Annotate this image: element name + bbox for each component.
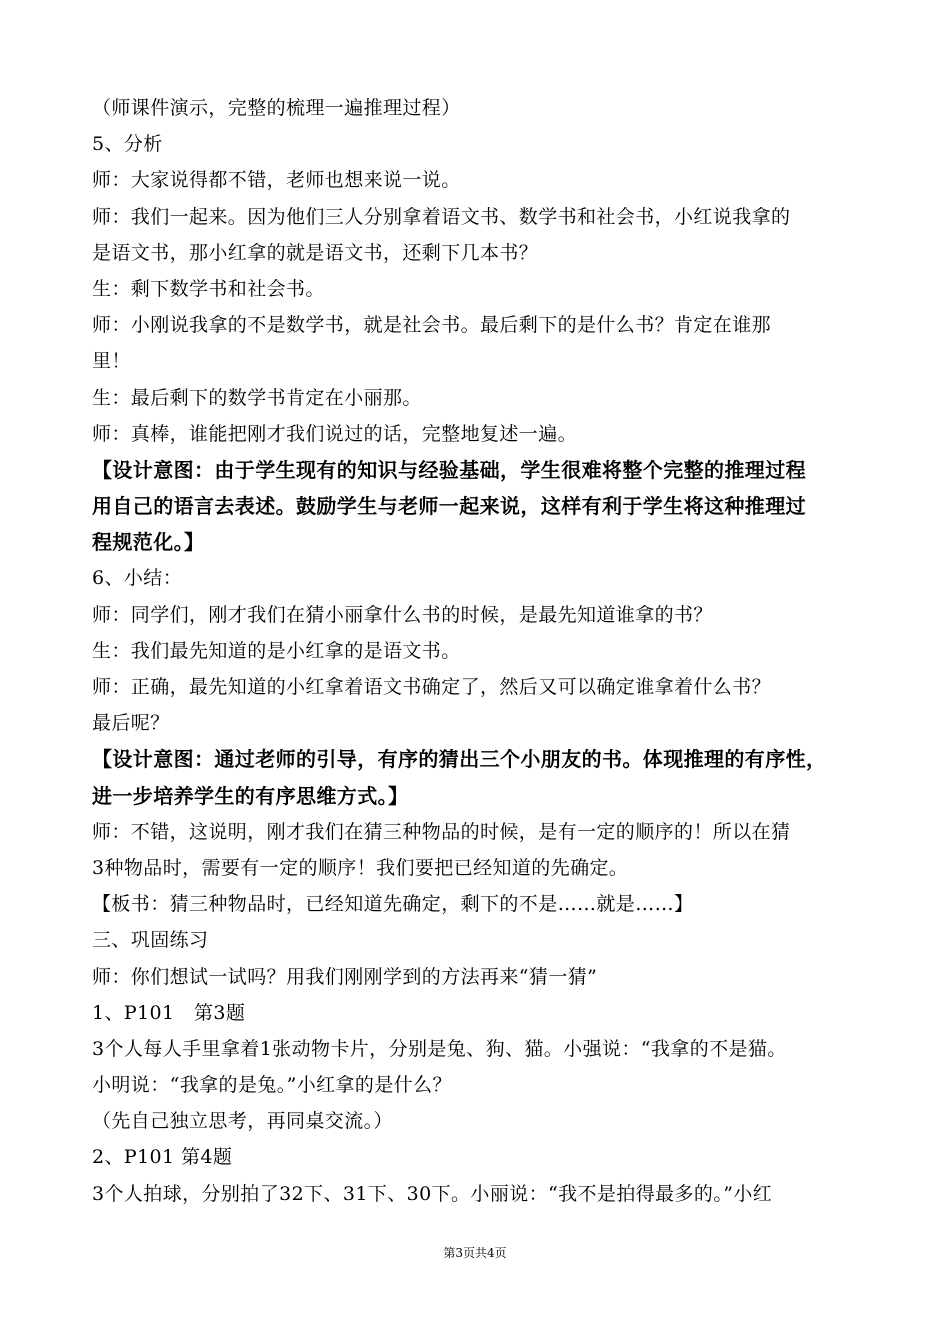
text-line: 最后呢？ [92,712,170,735]
text-line: 2、P101 第4题 [92,1146,233,1169]
text-line: 师：同学们，刚才我们在猜小丽拿什么书的时候，是最先知道谁拿的书？ [92,603,713,626]
design-intent-line: 程规范化。】 [92,530,205,555]
text-line: 师：大家说得都不错，老师也想来说一说。 [92,169,461,192]
text-line: 3个人拍球，分别拍了32下、31下、30下。小丽说：“我不是拍得最多的。”小红 [92,1182,773,1205]
text-line: 小明说：“我拿的是兔。”小红拿的是什么？ [92,1074,452,1097]
text-line: 【板书：猜三种物品时，已经知道先确定，剩下的不是……就是……】 [92,893,694,916]
page-footer: 第3页共4页 [443,1246,507,1260]
design-intent-line: 进一步培养学生的有序思维方式。】 [92,783,409,808]
text-line: 生：最后剩下的数学书肯定在小丽那。 [92,386,422,409]
text-line: 是语文书，那小红拿的就是语文书，还剩下几本书？ [92,241,539,264]
text-line: 师：我们一起来。因为他们三人分别拿着语文书、数学书和社会书，小红说我拿的 [92,205,791,228]
text-line: （先自己独立思考，再同桌交流。） [92,1110,393,1133]
text-line: 6、小结： [92,567,183,590]
document-body [92,90,872,1212]
text-line: （师课件演示，完整的梳理一遍推理过程） [92,97,461,119]
design-intent-line: 【设计意图：通过老师的引导，有序的猜出三个小朋友的书。体现推理的有序性， [92,747,827,772]
text-line: 3个人每人手里拿着1张动物卡片，分别是兔、狗、猫。小强说：“我拿的不是猫。 [92,1037,787,1060]
text-line: 师：你们想试一试吗？用我们刚刚学到的方法再来“猜一猜” [92,965,598,988]
text-line: 师：不错，这说明，刚才我们在猜三种物品的时候，是有一定的顺序的！所以在猜 [92,820,791,843]
text-line: 1、P101 第3题 [92,1001,246,1024]
text-line: 三、巩固练习 [92,929,209,952]
design-intent-line: 【设计意图：由于学生现有的知识与经验基础，学生很难将整个完整的推理过程 [92,457,806,482]
text-line: 5、分析 [92,133,163,156]
text-line: 里！ [92,350,131,373]
text-line: 师：正确，最先知道的小红拿着语文书确定了，然后又可以确定谁拿着什么书？ [92,676,772,698]
design-intent-line: 用自己的语言去表述。鼓励学生与老师一起来说，这样有利于学生将这种推理过 [92,494,806,519]
text-line: 3种物品时，需要有一定的顺序！我们要把已经知道的先确定。 [92,856,629,879]
text-line: 生：剩下数学书和社会书。 [92,277,325,300]
text-line: 师：小刚说我拿的不是数学书，就是社会书。最后剩下的是什么书？肯定在谁那 [92,314,772,337]
text-line: 生：我们最先知道的是小红拿的是语文书。 [92,639,461,662]
text-line: 师：真棒，谁能把刚才我们说过的话，完整地复述一遍。 [92,422,578,445]
